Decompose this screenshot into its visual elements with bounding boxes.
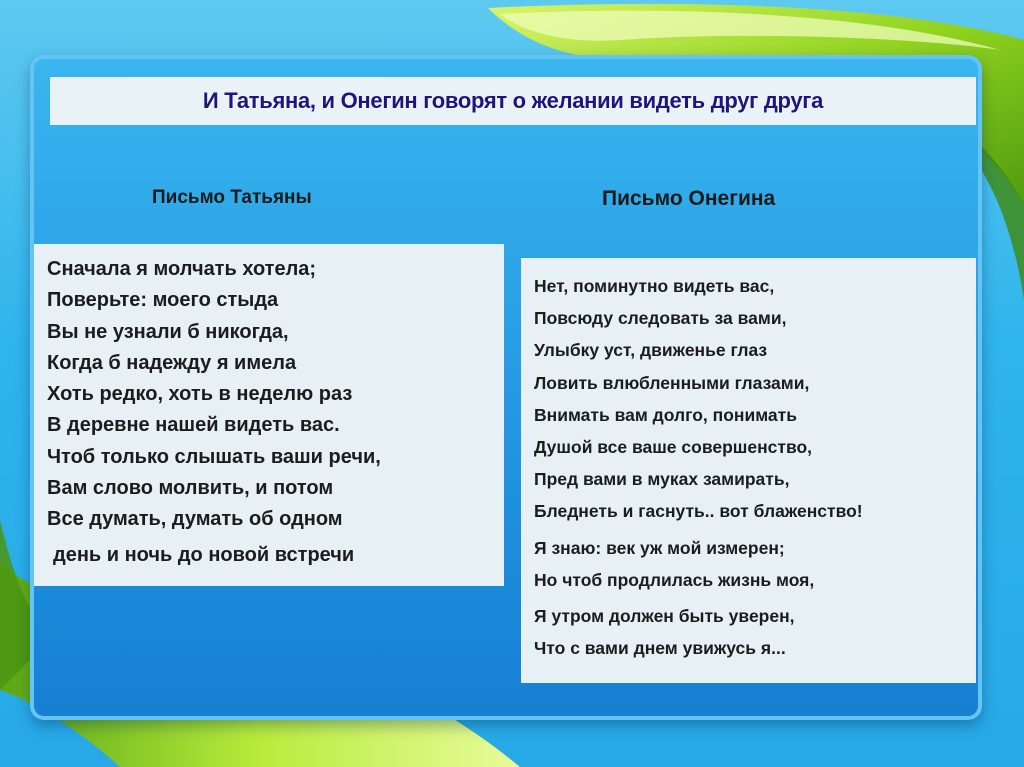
- poem-line: Все думать, думать об одном: [47, 508, 343, 531]
- poem-line: Но чтоб продлилась жизнь моя,: [534, 569, 815, 590]
- poem-line: Вы не узнали б никогда,: [47, 320, 289, 343]
- poem-line: Когда б надежду я имела: [47, 351, 297, 374]
- poem-line: Поверьте: моего стыда: [47, 289, 279, 312]
- poem-line: Бледнеть и гаснуть.. вот блаженство!: [534, 501, 863, 522]
- poem-line: Вам слово молвить, и потом: [47, 477, 334, 500]
- poem-line: Улыбку уст, движенье глаз: [534, 340, 768, 361]
- poem-line: Чтоб только слышать ваши речи,: [47, 445, 381, 468]
- poem-line: Ловить влюбленными глазами,: [534, 372, 810, 393]
- poem-line: Хоть редко, хоть в неделю раз: [47, 383, 353, 406]
- title-bar: [50, 77, 976, 125]
- poem-line: Я утром должен быть уверен,: [534, 606, 795, 627]
- poem-line: В деревне нашей видеть вас.: [47, 414, 340, 437]
- poem-line: Внимать вам долго, понимать: [534, 404, 797, 425]
- poem-line: Пред вами в муках замирать,: [534, 469, 790, 490]
- onegin-letter-heading: Письмо Онегина: [602, 187, 776, 210]
- poem-line: день и ночь до новой встречи: [53, 543, 355, 566]
- slide-title: И Татьяна, и Онегин говорят о желании видеть друг друга: [202, 88, 824, 113]
- poem-line: Я знаю: век уж мой измерен;: [534, 537, 785, 558]
- tatiana-letter-box: [34, 244, 504, 586]
- onegin-letter-box: [521, 258, 976, 683]
- poem-line: Повсюду следовать за вами,: [534, 308, 787, 329]
- poem-line: Нет, поминутно видеть вас,: [534, 276, 775, 296]
- poem-line: Душой все ваше совершенство,: [534, 437, 813, 458]
- tatiana-letter-heading: Письмо Татьяны: [152, 187, 312, 208]
- poem-line: Сначала я молчать хотела;: [47, 258, 317, 280]
- poem-line: Что с вами днем увижусь я...: [534, 638, 786, 659]
